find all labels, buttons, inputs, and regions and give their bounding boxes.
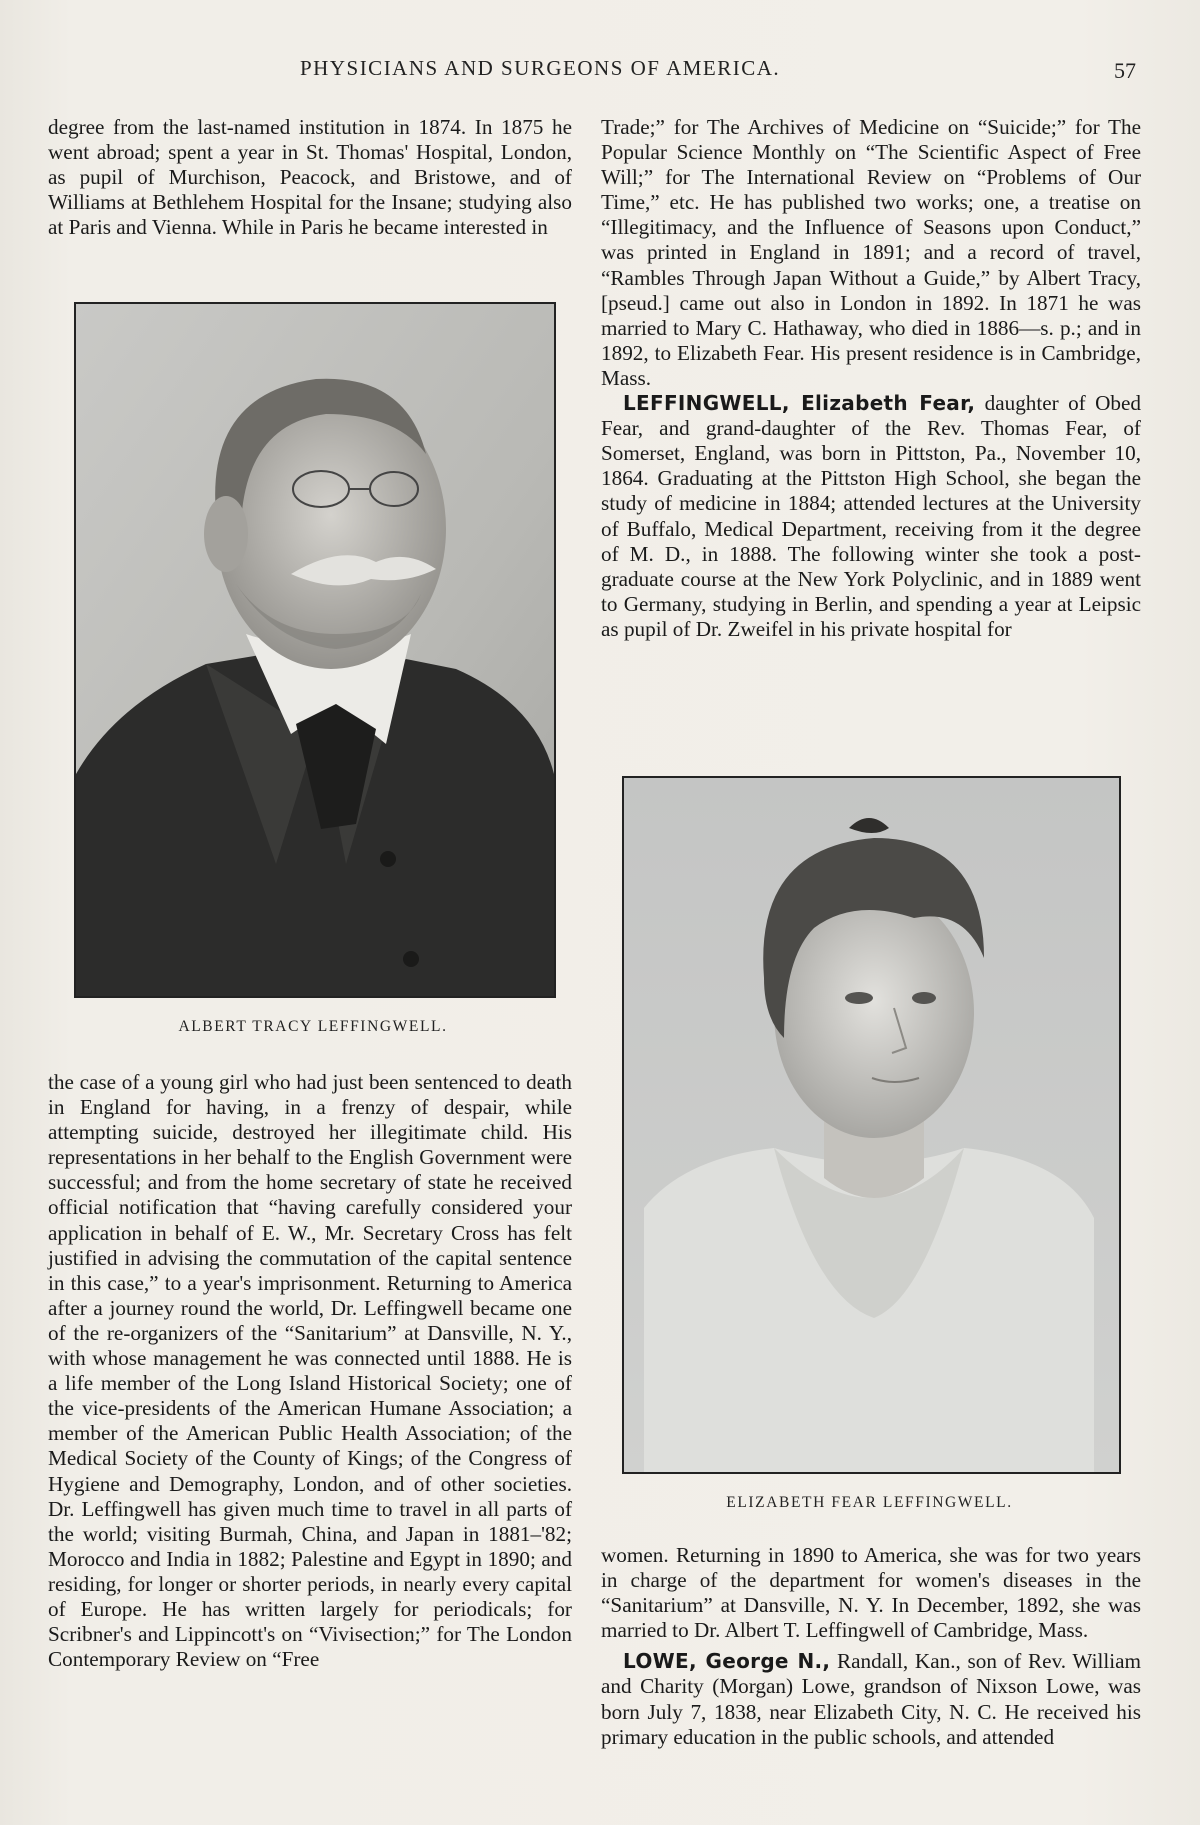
entry-leffingwell-elizabeth (601, 391, 1141, 642)
right-column-top (601, 115, 1141, 642)
left-column-top (48, 115, 572, 240)
caption-portrait-2: ELIZABETH FEAR LEFFINGWELL. (726, 1494, 1013, 1511)
portrait-elizabeth-fear-leffingwell (622, 776, 1121, 1474)
paragraph-left-top: degree from the last-named institution in 1874. In 1875 he went abroad; spent a year in St. Thomas' Hospital, London, as pupil of Murchison, Peacock, and Bristowe, and of Williams at Bethlehem Hospital for the Insane; studying also at Paris and Vienna. While in Paris he became interested in (48, 115, 572, 240)
entry-lowe-george (601, 1649, 1141, 1749)
left-column-bottom (48, 1070, 572, 1672)
portrait-albert-tracy-leffingwell (74, 302, 556, 998)
running-title: PHYSICIANS AND SURGEONS OF AMERICA. (300, 56, 781, 80)
right-column-bottom (601, 1543, 1141, 1750)
entry-text-leffingwell-elizabeth: daughter of Obed Fear, and grand-daughter of the Rev. Thomas Fear, of Somerset, England, was born in Pittston, Pa., November 10, 1864. Graduating at the Pittston High School, she began the study of medicine in 1884; attended lectures at the University of Buffalo, Medical Department, receiving from it the degree of M. D., in 1888. The following winter she took a post-graduate course at the New York Polyclinic, and in 1889 went to Germany, studying in Berlin, and spending a year at Leipsic as pupil of Dr. Zweifel in his private hospital for (601, 391, 1141, 641)
entry-name-leffingwell-elizabeth: LEFFINGWELL, Elizabeth Fear, (623, 391, 976, 416)
entry-name-lowe-george: LOWE, George N., (623, 1649, 831, 1674)
caption-portrait-1: ALBERT TRACY LEFFINGWELL. (178, 1018, 448, 1035)
portrait-2-illustration (624, 778, 1119, 1472)
paragraph-right-bottom: women. Returning in 1890 to America, she was for two years in charge of the department for women's diseases in the “Sanitarium” at Dansville, N. Y. In December, 1892, she was married to Dr. Albert T. Leffingwell of Cambridge, Mass. (601, 1543, 1141, 1643)
paragraph-right-top: Trade;” for The Archives of Medicine on “Suicide;” for The Popular Science Monthly on “The Scientific Aspect of Free Will;” for The International Review on “Problems of Our Time,” etc. He has published two works; one, a treatise on “Illegitimacy, and the Influence of Seasons upon Conduct,” was printed in England in 1891; and a record of travel, “Rambles Through Japan Without a Guide,” by Albert Tracy, [pseud.] came out also in London in 1892. In 1871 he was married to Mary C. Hathaway, who died in 1886—s. p.; and in 1892, to Elizabeth Fear. His present residence is in Cambridge, Mass. (601, 115, 1141, 390)
entry-text-lowe-george: Randall, Kan., son of Rev. William and Charity (Morgan) Lowe, grandson of Nixson Lowe, was born July 7, 1838, near Elizabeth City, N. C. He received his primary education in the public schools, and attended (601, 1649, 1141, 1749)
portrait-1-illustration (76, 304, 554, 996)
page-number: 57 (1114, 58, 1136, 83)
paragraph-left-bottom: the case of a young girl who had just been sentenced to death in England for having, in a frenzy of despair, while attempting suicide, destroyed her illegitimate child. His representations in her behalf to the English Government were successful; and from the home secretary of state he received official notification that “having carefully considered your application in behalf of E. W., Mr. Secretary Cross has felt justified in advising the commutation of the capital sentence in this case,” to a year's imprisonment. Returning to America after a journey round the world, Dr. Leffingwell became one of the re-organizers of the “Sanitarium” at Dansville, N. Y., with whose management he was connected until 1888. He is a life member of the Long Island Historical Society; one of the vice-presidents of the American Humane Association; a member of the American Public Health Association; of the Medical Society of the County of Kings; of the Congress of Hygiene and Demography, London, and of other societies. Dr. Leffingwell has given much time to travel in all parts of the world; visiting Burmah, China, and Japan in 1881–'82; Morocco and India in 1882; Palestine and Egypt in 1890; and residing, for longer or shorter periods, in nearly every capital of Europe. He has written largely for periodicals; for Scribner's and Lippincott's on “Vivisection;” for The London Contemporary Review on “Free (48, 1070, 572, 1672)
